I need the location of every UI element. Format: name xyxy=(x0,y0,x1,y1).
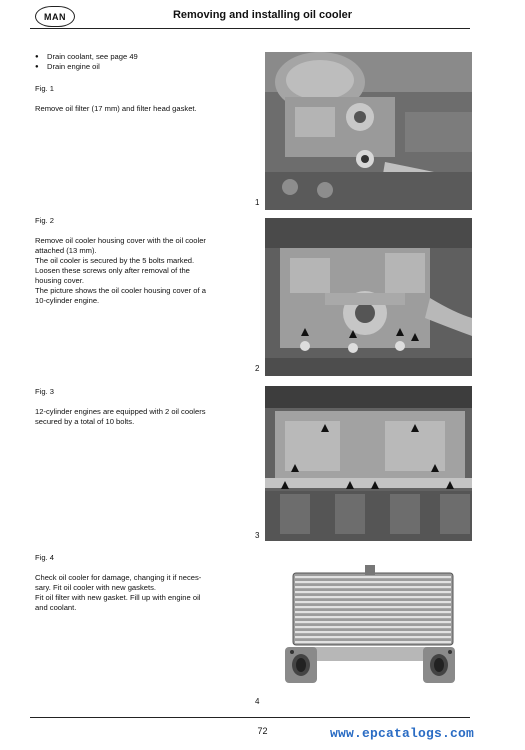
fig2-photo xyxy=(265,218,472,376)
instruction-line: Fit oil filter with new gasket. Fill up with engine oil xyxy=(35,593,201,602)
fig4-photo xyxy=(265,551,472,706)
prep-bullet-list xyxy=(35,52,250,72)
man-logo: MAN xyxy=(35,6,75,27)
instruction-line: Loosen these screws only after removal of the xyxy=(35,266,190,275)
instruction-line: 12-cylinder engines are equipped with 2 oil coolers xyxy=(35,407,206,416)
instruction-line: attached (13 mm). xyxy=(35,246,97,255)
fig-label: Fig. 4 xyxy=(35,553,54,562)
text-section-2 xyxy=(35,216,250,306)
fig1-number: 1 xyxy=(255,198,260,207)
text-section-3 xyxy=(35,387,250,427)
text-section-4 xyxy=(35,553,250,613)
instruction-line: The oil cooler is secured by the 5 bolts marked. xyxy=(35,256,195,265)
page-number: 72 xyxy=(257,726,268,736)
instruction-line: housing cover. xyxy=(35,276,84,285)
fig3-number: 3 xyxy=(255,531,260,540)
footer-line xyxy=(30,717,470,718)
instruction-line: and coolant. xyxy=(35,603,77,612)
fig-label: Fig. 2 xyxy=(35,216,54,225)
bullet-item: ● Drain coolant, see page 49 xyxy=(35,52,250,62)
bullet-item: ● Drain engine oil xyxy=(35,62,250,72)
fig1-photo xyxy=(265,52,472,210)
instruction-line: Remove oil cooler housing cover with the oil cooler xyxy=(35,236,206,245)
instruction-line: Check oil cooler for damage, changing it if neces- xyxy=(35,573,202,582)
page-title: Removing and installing oil cooler xyxy=(172,9,353,21)
instruction-line: 10-cylinder engine. xyxy=(35,296,100,305)
instruction-line: sary. Fit oil cooler with new gaskets. xyxy=(35,583,156,592)
text-section-1 xyxy=(35,52,250,114)
watermark: www.epcatalogs.com xyxy=(330,726,475,741)
header-line xyxy=(30,28,470,29)
fig4-number: 4 xyxy=(255,697,260,706)
fig2-number: 2 xyxy=(255,364,260,373)
fig-label: Fig. 1 xyxy=(35,84,54,93)
instruction-line: secured by a total of 10 bolts. xyxy=(35,417,135,426)
instruction-line: The picture shows the oil cooler housing cover of a xyxy=(35,286,206,295)
fig-label: Fig. 3 xyxy=(35,387,54,396)
fig3-photo xyxy=(265,386,472,541)
instruction-line: Remove oil filter (17 mm) and filter head gasket. xyxy=(35,104,197,113)
